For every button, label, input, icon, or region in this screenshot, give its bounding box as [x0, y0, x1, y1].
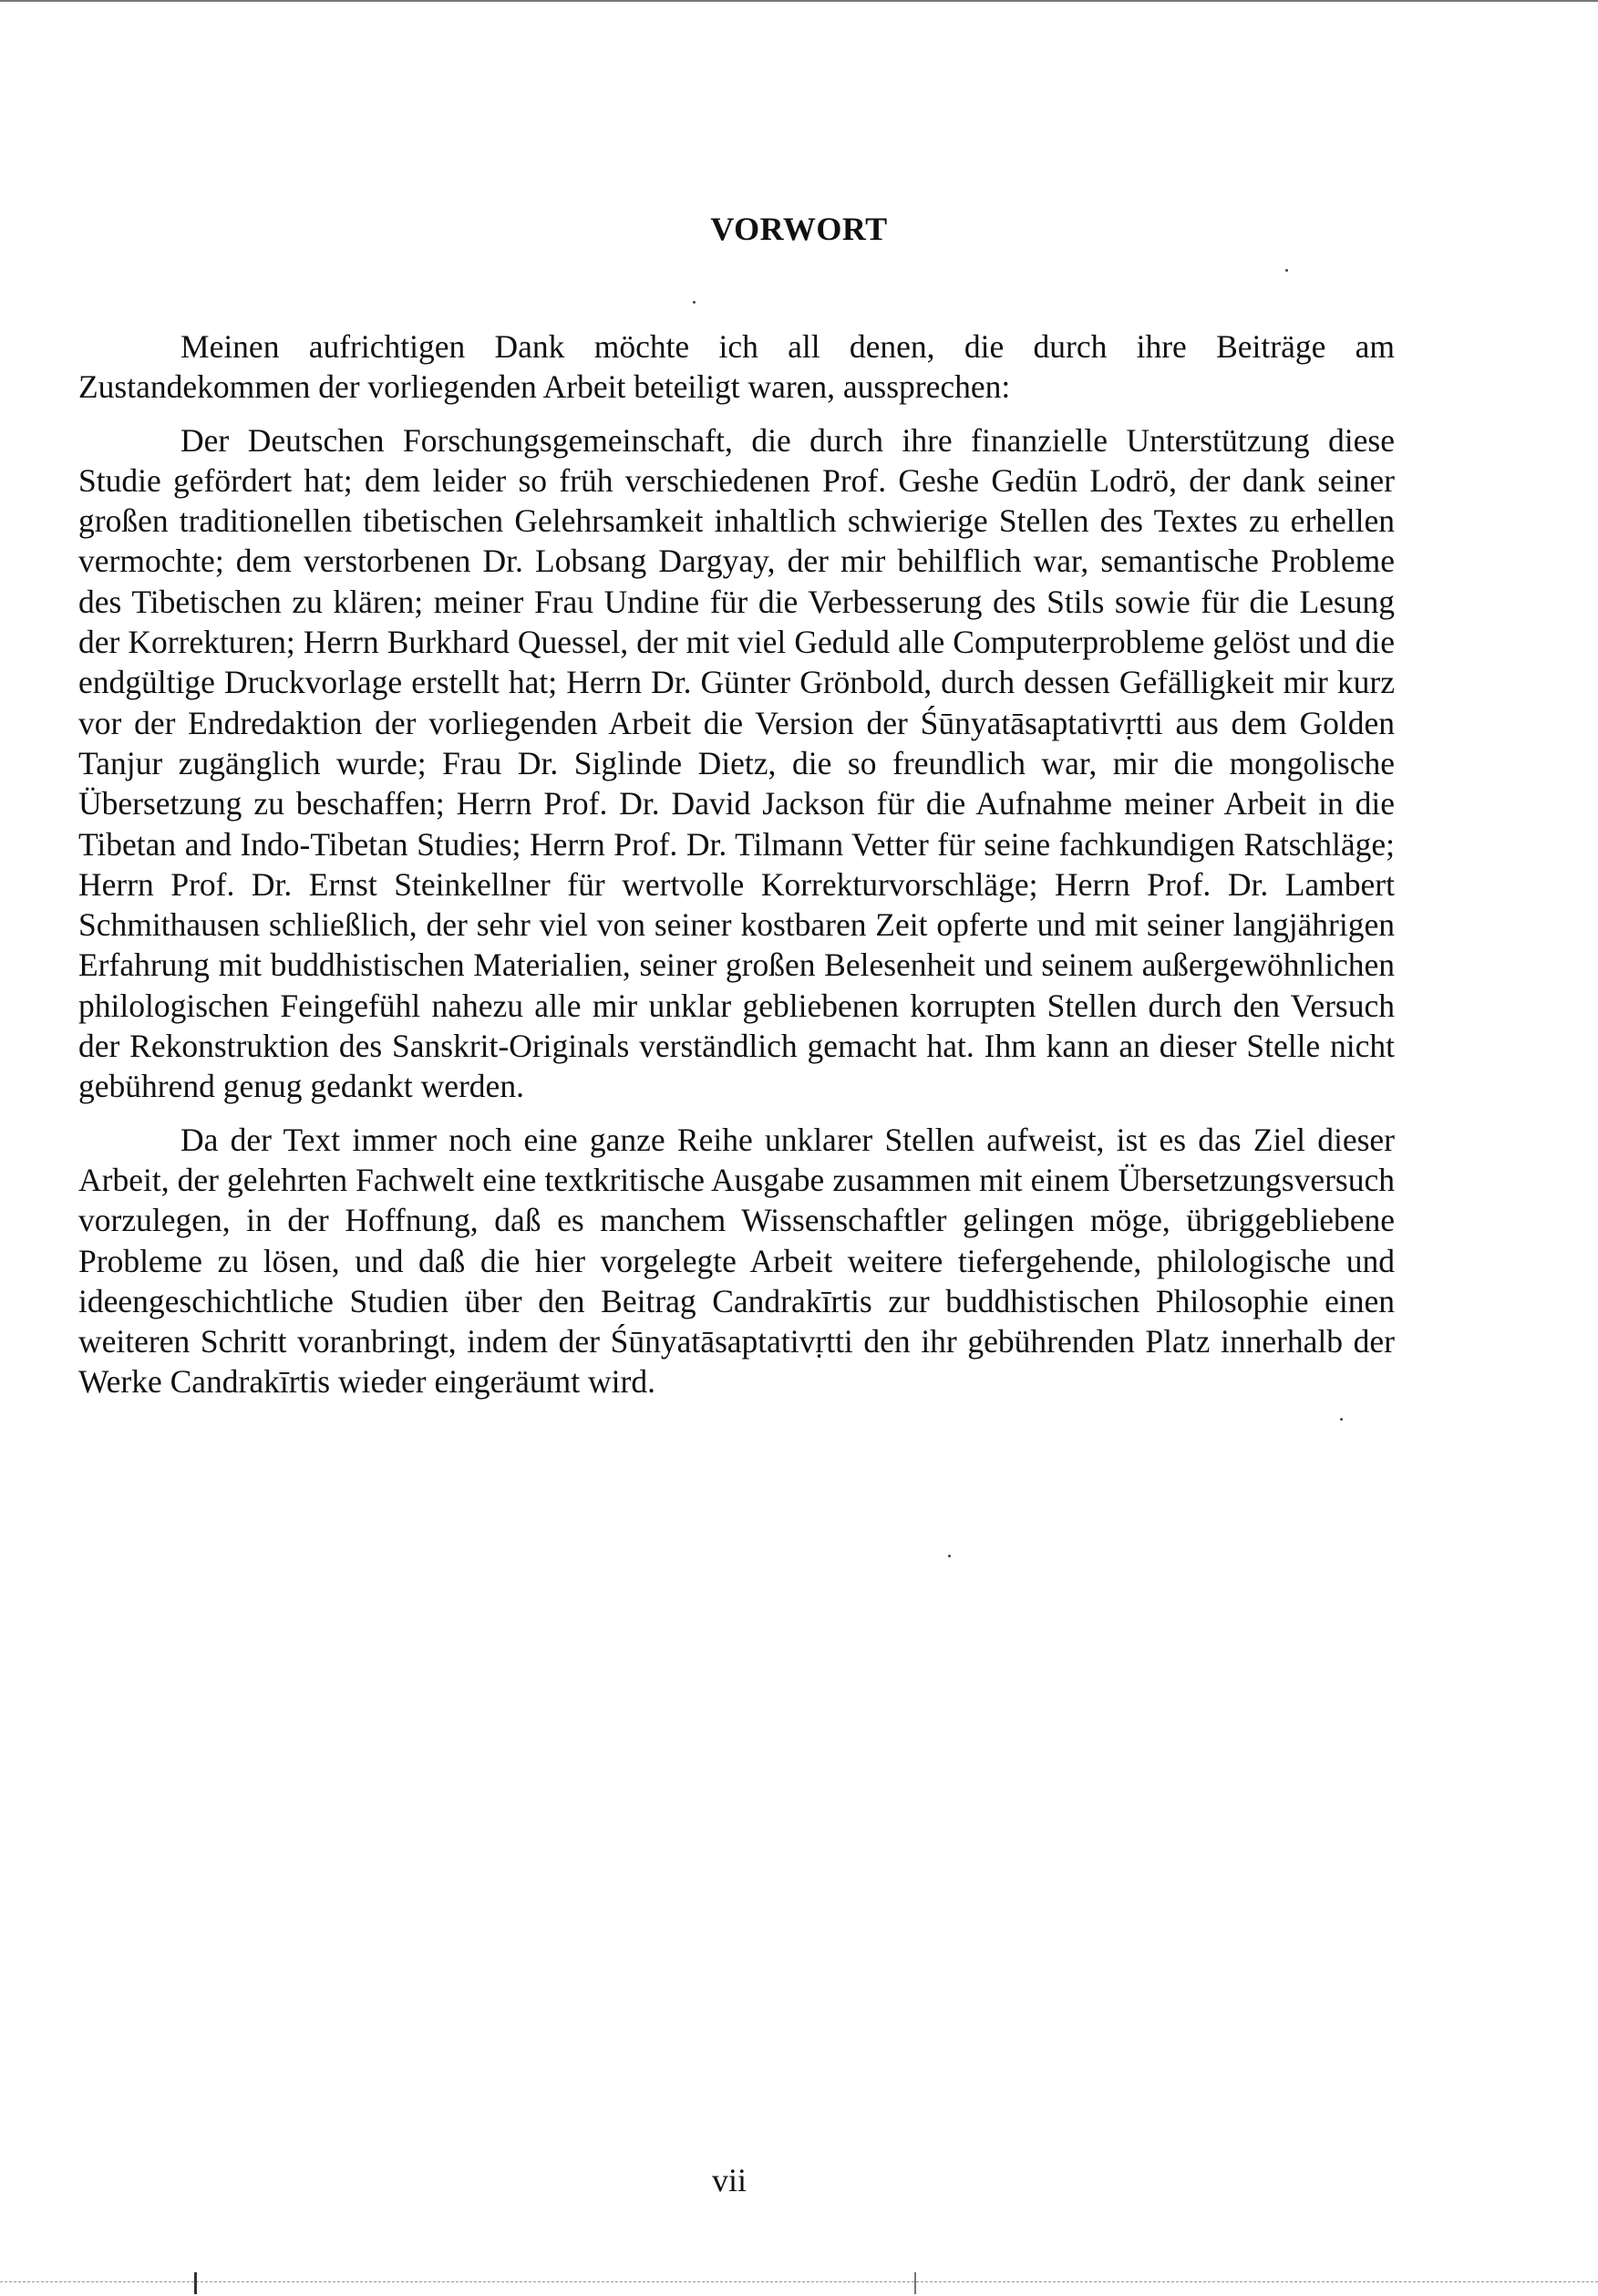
top-scan-edge — [0, 0, 1598, 2]
bottom-tick-mark — [914, 2272, 916, 2294]
body-text — [78, 326, 1395, 1415]
page-number: vii — [711, 2162, 747, 2198]
page-title: VORWORT — [710, 211, 888, 247]
scan-speck — [1285, 269, 1288, 272]
scan-speck — [948, 1555, 951, 1557]
paragraph-acknowledgement-list: Der Deutschen Forschungsgemeinschaft, die durch ihre finanzielle Unterstützung diese Studie gefördert hat; dem leider so früh verschiedenen Prof. Geshe Gedün Lodrö, der dank seiner großen traditionellen tibetischen Gelehrsamkeit inhaltlich schwierige Stellen des Textes zu erhellen vermochte; dem verstorbenen Dr. Lobsang Dargyay, der mir behilflich war, semantische Probleme des Tibetischen zu klären; meiner Frau Undine für die Verbesserung des Stils sowie für die Lesung der Korrekturen; Herrn Burkhard Quessel, der mit viel Geduld alle Computerprobleme gelöst und die endgültige Druckvorlage erstellt hat; Herrn Dr. Günter Grönbold, durch dessen Gefälligkeit mir kurz vor der Endredaktion der vorliegenden Arbeit die Version der Śūnyatāsaptativṛtti aus dem Golden Tanjur zugänglich wurde; Frau Dr. Siglinde Dietz, die so freundlich war, mir die mongolische Übersetzung zu beschaffen; Herrn Prof. Dr. David Jackson für die Aufnahme meiner Arbeit in die Tibetan and Indo-Tibetan Studies; Herrn Prof. Dr. Tilmann Vetter für seine fachkundigen Ratschläge; Herrn Prof. Dr. Ernst Steinkellner für wertvolle Korrekturvorschläge; Herrn Prof. Dr. Lambert Schmithausen schließlich, der sehr viel von seiner kostbaren Zeit opferte und mit seiner langjährigen Erfahrung mit buddhistischen Materialien, seiner großen Belesenheit und seinem außergewöhnlichen philologischen Feingefühl nahezu alle mir unklar gebliebenen korrupten Stellen durch den Versuch der Rekonstruktion des Sanskrit-Originals verständlich gemacht hat. Ihm kann an dieser Stelle nicht gebührend genug gedankt werden. — [78, 421, 1395, 1105]
bottom-scan-marks — [0, 2269, 1598, 2296]
bottom-tick-mark — [194, 2272, 197, 2294]
paragraph-acknowledgement-intro: Meinen aufrichtigen Dank möchte ich all denen, die durch ihre Beiträge am Zustandekommen der vorliegenden Arbeit beteiligt waren, aussprechen: — [78, 328, 1395, 406]
scan-speck — [693, 301, 696, 304]
scan-speck — [1340, 1418, 1343, 1421]
paragraph-purpose: Da der Text immer noch eine ganze Reihe unklarer Stellen aufweist, ist es das Ziel dieser Arbeit, der gelehrten Fachwelt eine textkritische Ausgabe zusammen mit einem Übersetzungsversuch vorzulegen, in der Hoffnung, daß es manchem Wissenschaftler gelingen möge, übriggebliebene Probleme zu lösen, und daß die hier vorgelegte Arbeit weitere tiefergehende, philologische und ideengeschichtliche Studien über den Beitrag Candrakīrtis zur buddhistischen Philosophie einen weiteren Schritt voranbringt, indem der Śūnyatāsaptativṛtti den ihr gebührenden Platz innerhalb der Werke Candrakīrtis wieder eingeräumt wird. — [78, 1121, 1395, 1401]
bottom-dashed-line — [0, 2281, 1598, 2283]
